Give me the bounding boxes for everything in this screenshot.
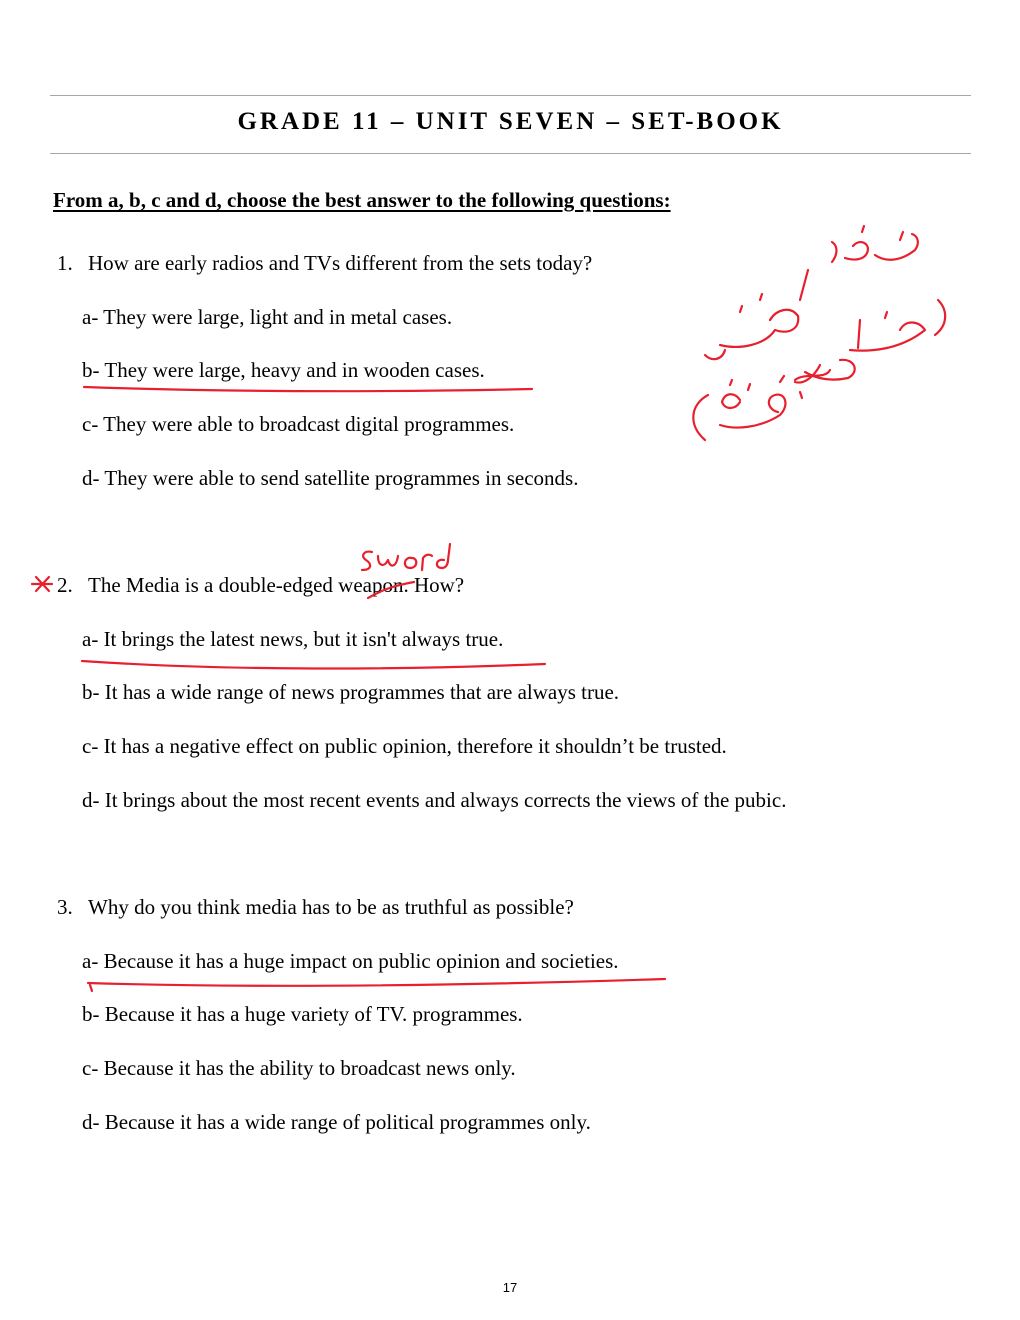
page-title: GRADE 11 – UNIT SEVEN – SET-BOOK: [237, 108, 784, 135]
question-3: [57, 895, 574, 920]
q3-option-c: c- Because it has the ability to broadcast news only.: [82, 1056, 516, 1080]
question-text: Why do you think media has to be as truthful as possible?: [88, 895, 574, 919]
q2-answer-underline: [82, 661, 545, 669]
page-number: 17: [502, 1280, 518, 1295]
handwritten-arabic-note: [693, 226, 945, 440]
header-bottom-rule: [50, 153, 971, 154]
q3-option-b: b- Because it has a huge variety of TV. programmes.: [82, 1002, 523, 1026]
q2-option-c: c- It has a negative effect on public opinion, therefore it shouldn’t be trusted.: [82, 734, 727, 758]
question-text: The Media is a double-edged weapon. How?: [88, 573, 465, 597]
q1-answer-underline: [84, 387, 532, 391]
question-2: [57, 573, 464, 598]
handwritten-word-sword: [362, 544, 450, 570]
q3-option-d: d- Because it has a wide range of political programmes only.: [82, 1110, 591, 1134]
question-number: 2.: [57, 573, 73, 597]
q1-option-d: d- They were able to send satellite programmes in seconds.: [82, 466, 579, 490]
q2-option-d: d- It brings about the most recent events and always corrects the views of the pubic.: [82, 788, 787, 812]
question-number: 1.: [57, 251, 73, 275]
instructions: From a, b, c and d, choose the best answer to the following questions:: [53, 188, 671, 212]
q1-option-b: b- They were large, heavy and in wooden cases.: [82, 358, 485, 382]
question-1: [57, 251, 592, 276]
question-number: 3.: [57, 895, 73, 919]
q3-answer-underline: [88, 979, 665, 986]
q3-underline-tick: [90, 985, 92, 991]
header-top-rule: [50, 95, 971, 96]
asterisk-mark: [32, 577, 52, 591]
q1-option-a: a- They were large, light and in metal cases.: [82, 305, 453, 329]
question-text: How are early radios and TVs different from the sets today?: [88, 251, 593, 275]
q2-option-a: a- It brings the latest news, but it isn't always true.: [82, 627, 504, 651]
q3-option-a: a- Because it has a huge impact on public opinion and societies.: [82, 949, 619, 973]
q2-option-b: b- It has a wide range of news programmes that are always true.: [82, 680, 620, 704]
q1-option-c: c- They were able to broadcast digital programmes.: [82, 412, 515, 436]
